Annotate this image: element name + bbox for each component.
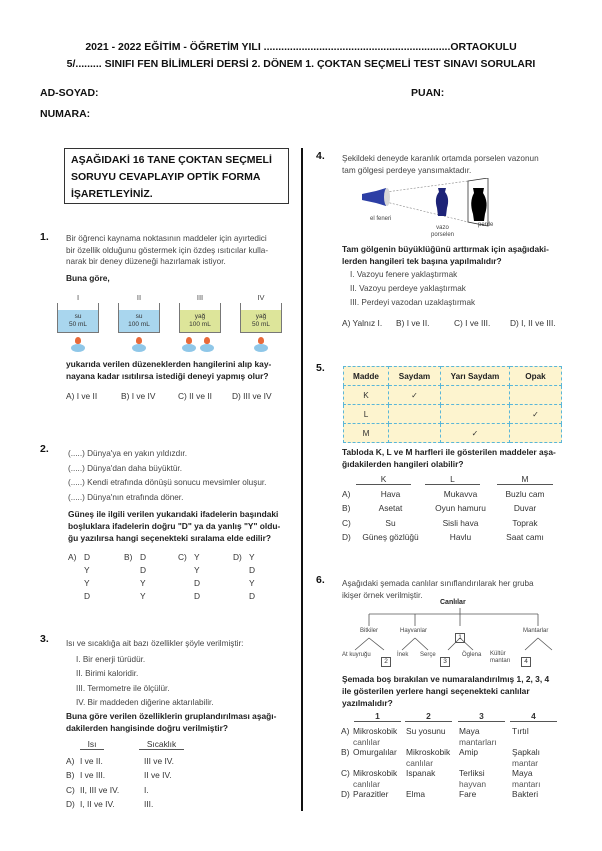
option-a[interactable] [68, 551, 90, 603]
table-header: Yarı Saydam [441, 367, 510, 386]
property-item: II. Birimi kaloridir. [76, 669, 139, 679]
table-cell [441, 405, 510, 424]
stem-line: Bir öğrenci kaynama noktasının maddeler için ayırtedici [66, 234, 267, 243]
option-k: Güneş gözlüğü [362, 531, 419, 542]
burner-icon [182, 344, 196, 352]
flame-icon [258, 337, 264, 344]
beaker-icon [57, 303, 99, 333]
option-cell: mantarı [512, 778, 541, 789]
beaker-label: II [136, 293, 142, 302]
question-text [342, 243, 572, 267]
table-cell [389, 405, 441, 424]
number-box: 3 [440, 657, 450, 667]
table-header: Saydam [389, 367, 441, 386]
option-value: Y [194, 565, 200, 575]
table-row [344, 405, 562, 424]
table-row [344, 424, 562, 443]
option-letter: C) [342, 517, 351, 528]
question-stem [342, 578, 567, 601]
question-number: 3. [40, 633, 49, 645]
instructions-line: İŞARETLEYİNİZ. [71, 188, 153, 200]
check-icon: ✓ [510, 405, 562, 424]
option-letter: C) [66, 784, 75, 795]
action-list [350, 268, 475, 310]
burner-icon [254, 344, 268, 352]
option-temp: I. [144, 784, 149, 795]
option-cell: Fare [459, 789, 477, 799]
option-cell: mantarları [459, 736, 497, 747]
question-lead: Buna göre, [66, 273, 110, 283]
diagram-root: Canlılar [440, 599, 466, 606]
option-c[interactable]: C) I ve III. [454, 318, 491, 328]
question-line: dakilerden hangisinde doğru verilmiştir? [66, 723, 228, 733]
beaker-label: I [76, 293, 80, 302]
flame-icon [186, 337, 192, 344]
option-a[interactable] [341, 726, 562, 747]
question-line: ğıdakilerden hangileri olabilir? [342, 459, 464, 469]
stem-line: tam gölgesi perdeye yansımaktadır. [342, 165, 472, 175]
option-list [341, 726, 562, 800]
check-icon: ✓ [441, 424, 510, 443]
column-header-l: L [425, 474, 480, 485]
option-d[interactable]: D) III ve IV [232, 391, 272, 401]
column-header-temperature: Sıcaklık [139, 739, 184, 750]
score-label: PUAN: [411, 87, 445, 99]
column-header-3: 3 [458, 711, 505, 722]
option-m: Toprak [512, 517, 538, 528]
beaker-volume: 100 mL [128, 321, 150, 328]
statement-item: (.....) Dünya'nın etrafında döner. [68, 492, 184, 502]
column-divider [301, 148, 303, 811]
option-a[interactable]: A) I ve II [66, 391, 98, 401]
option-d[interactable]: D) I, II ve III. [510, 318, 556, 328]
option-k: Asetat [378, 503, 403, 514]
option-heat: I ve III. [80, 770, 106, 781]
action-item: II. Vazoyu perdeye yaklaştırmak [350, 284, 466, 293]
table-cell [441, 386, 510, 405]
option-cell: Mikroskobik [353, 726, 398, 736]
stem-line: ikişer örnek verilmiştir. [342, 590, 423, 600]
option-value: D [249, 591, 256, 601]
leaf-euglena: Öglena [462, 652, 482, 658]
torch-label: el feneri [370, 216, 392, 222]
number-box: 1 [455, 633, 465, 643]
option-heat: I ve II. [80, 756, 103, 766]
table-cell: L [344, 405, 389, 424]
question-text [342, 673, 572, 709]
option-letter: D) [342, 531, 351, 542]
column-header-4: 4 [510, 711, 557, 722]
question-line: Buna göre verilen özelliklerin gruplandırılması aşağı- [66, 711, 277, 721]
leaf-horsetail: At kuyruğu [342, 652, 371, 658]
option-letter: B) [341, 747, 350, 757]
table-cell: K [344, 386, 389, 405]
vase-label-line: vazo [436, 225, 449, 231]
option-d[interactable] [342, 530, 554, 544]
beaker-substance: yağ [194, 313, 206, 320]
exam-title-line2: 5/......... SINIFI FEN BİLİMLERİ DERSİ 2. DÖNEM 1. ÇOKTAN SEÇMELİ TEST SINAVI SORULARI [66, 58, 536, 70]
leaf-sparrow: Serçe [420, 652, 436, 658]
leaf-blank-2 [381, 650, 391, 668]
question-line: yazılmalıdır? [342, 698, 393, 708]
option-cell: Omurgalılar [353, 747, 397, 757]
option-cell: Elma [406, 789, 426, 799]
option-l: Oyun hamuru [435, 503, 486, 514]
option-m: Duvar [513, 503, 537, 514]
option-d[interactable] [66, 797, 174, 811]
table-cell [389, 424, 441, 443]
option-cell: Maya [512, 768, 533, 778]
column-header-heat: Isı [80, 739, 104, 750]
option-c[interactable] [66, 783, 174, 797]
question-line: Tabloda K, L ve M harfleri ile gösterilen maddeler aşa- [342, 447, 556, 457]
property-item: IV. Bir maddeden diğerine aktarılabilir. [76, 697, 214, 707]
stem-line: Aşağıdaki şemada canlılar sınıflandırılarak her gruba [342, 579, 534, 588]
instructions-line: AŞAĞIDAKİ 16 TANE ÇOKTAN SEÇMELİ [71, 154, 272, 166]
question-text [68, 508, 300, 544]
leaf-cultivated-mushroom: Kültür mantarı [490, 651, 511, 664]
option-cell: canlılar [353, 778, 380, 789]
option-letter: B) [66, 770, 75, 781]
option-value: D [84, 552, 91, 562]
option-cell: canlılar [406, 757, 433, 768]
group-animals: Hayvanlar [400, 628, 428, 634]
option-c[interactable] [178, 551, 200, 603]
option-letter: B) [124, 552, 133, 562]
question-number: 2. [40, 443, 49, 455]
question-text [66, 710, 298, 734]
number-label: NUMARA: [40, 108, 91, 120]
statement-list [68, 447, 266, 505]
option-letter: D) [66, 798, 75, 809]
stem-line: narak bir deney düzeneği hazırlamak istiyor. [66, 257, 226, 266]
option-cell: Mikroskobik [353, 768, 398, 778]
instructions-line: SORUYU CEVAPLAYIP OPTİK FORMA [71, 171, 261, 183]
question-line: boşluklara ifadelerin doğru "D" ya da yanlış "Y" oldu- [68, 521, 281, 531]
question-line: Tam gölgenin büyüklüğünü arttırmak için aşağıdaki- [342, 244, 549, 254]
option-b[interactable] [341, 747, 562, 768]
option-cell: Ispanak [406, 768, 436, 778]
statement-item: (.....) Dünya'ya en yakın yıldızdır. [68, 449, 187, 458]
option-value: Y [194, 552, 200, 562]
transparency-table [343, 366, 562, 443]
option-cell: canlılar [353, 736, 380, 747]
action-item: III. Perdeyi vazodan uzaklaştırmak [350, 298, 476, 307]
option-value: Y [249, 552, 255, 562]
column-header-k: K [356, 474, 411, 485]
question-text [66, 358, 298, 382]
option-value: Y [140, 591, 146, 601]
name-label: AD-SOYAD: [40, 87, 99, 99]
question-stem: Isı ve sıcaklığa ait bazı özellikler şöyle verilmiştir: [66, 639, 244, 648]
option-cell: Amip [459, 747, 479, 757]
option-value: Y [140, 578, 146, 588]
table-header: Opak [510, 367, 562, 386]
option-cell: Terliksi [459, 768, 485, 778]
option-letter: B) [342, 503, 351, 514]
statement-item: (.....) Dünya'dan daha büyüktür. [68, 463, 182, 473]
question-number: 6. [316, 574, 325, 586]
option-list [66, 754, 174, 811]
table-header: Madde [344, 367, 389, 386]
option-list [342, 487, 554, 544]
option-cell: hayvan [459, 778, 487, 789]
option-letter: D) [341, 789, 350, 799]
flame-icon [136, 337, 142, 344]
column-header-2: 2 [405, 711, 452, 722]
stem-line: bir özellik olduğunu göstermek için özdeş ısıtıcılar kulla- [66, 245, 269, 255]
option-value: D [194, 578, 201, 588]
option-cell: Su yosunu [406, 726, 446, 736]
option-c[interactable] [341, 768, 562, 789]
option-cell: Bakteri [512, 789, 539, 799]
instructions-box [64, 148, 289, 204]
option-b[interactable] [124, 551, 146, 603]
option-k: Su [385, 517, 396, 528]
question-text [342, 446, 572, 470]
check-icon: ✓ [389, 386, 441, 405]
burner-icon [200, 344, 214, 352]
flame-icon [75, 337, 81, 344]
option-letter: D) [233, 552, 242, 562]
option-temp: III. [144, 798, 154, 809]
question-stem [66, 233, 296, 268]
option-cell: Parazitler [353, 789, 389, 799]
beaker-label: III [196, 293, 204, 302]
group-blank-1 [455, 626, 465, 644]
option-a[interactable]: A) Yalnız I. [342, 318, 383, 328]
option-letter: A) [68, 552, 77, 562]
option-b[interactable] [66, 768, 174, 782]
beaker-volume: 50 mL [68, 321, 88, 328]
option-d[interactable] [341, 789, 562, 800]
property-list [76, 653, 214, 710]
flame-icon [204, 337, 210, 344]
option-l: Havlu [449, 531, 472, 542]
question-line: Şemada boş bırakılan ve numaralandırılmış 1, 2, 3, 4 [342, 674, 550, 684]
column-header-m: M [497, 474, 553, 485]
option-d[interactable] [233, 551, 255, 603]
question-number: 5. [316, 362, 325, 374]
beaker-substance: su [74, 313, 82, 320]
beaker-volume: 100 mL [189, 321, 211, 328]
beaker-label: IV [257, 293, 265, 302]
stem-line: Şekildeki deneyde karanlık ortamda porselen vazonun [342, 154, 539, 163]
leaf-blank-3 [440, 650, 450, 668]
table-cell: M [344, 424, 389, 443]
beaker-icon [118, 303, 160, 333]
statement-item: (.....) Kendi etrafında dönüşü sonucu mevsimler oluşur. [68, 478, 267, 487]
question-line: yukarıda verilen düzeneklerden hangilerini alıp kay- [66, 359, 272, 369]
option-cell: mantar [512, 757, 539, 768]
option-b[interactable]: B) I ve II. [396, 318, 430, 328]
option-m: Buzlu cam [505, 489, 545, 499]
leaf-blank-4 [521, 650, 531, 668]
question-line: nayana kadar ısıtılırsa istediği deneyi yapmış olur? [66, 371, 269, 381]
option-a[interactable] [342, 487, 554, 501]
number-box: 4 [521, 657, 531, 667]
option-c[interactable] [342, 516, 554, 530]
option-value: D [84, 591, 91, 601]
burner-icon [132, 344, 146, 352]
option-value: D [249, 565, 256, 575]
question-number: 1. [40, 231, 49, 243]
option-m: Saat camı [506, 531, 544, 542]
question-line: Güneş ile ilgili verilen yukarıdaki ifadelerin başındaki [68, 509, 279, 519]
question-line: ğu yazılırsa hangi seçenekteki sıralama elde edilir? [68, 533, 271, 543]
option-a[interactable] [66, 754, 174, 768]
column-header-1: 1 [354, 711, 401, 722]
option-temp: II ve IV. [144, 770, 172, 781]
option-letter: C) [178, 552, 187, 562]
option-value: Y [84, 578, 90, 588]
beaker-volume: 50 mL [251, 321, 271, 328]
option-b[interactable]: B) I ve IV [121, 391, 156, 401]
action-item: I. Vazoyu fenere yaklaştırmak [350, 270, 458, 279]
exam-title-line1: 2021 - 2022 EĞİTİM - ÖĞRETİM YILI ................................................................ORTAOKULU [85, 41, 517, 53]
question-line: ile gösterilen yerlere hangi seçenekteki canlılar [342, 686, 530, 696]
option-cell: Şapkalı [512, 747, 540, 757]
beaker-substance: yağ [255, 313, 267, 320]
option-value: D [140, 565, 147, 575]
table-header-row [344, 367, 562, 386]
table-row [344, 386, 562, 405]
option-cell: Tırtıl [512, 726, 529, 736]
beaker-icon [179, 303, 221, 333]
option-heat: II, III ve IV. [80, 784, 120, 795]
option-temp: III ve IV. [144, 756, 174, 766]
vase-label-line: porselen [431, 232, 455, 238]
property-item: III. Termometre ile ölçülür. [76, 683, 170, 693]
beaker-substance: su [135, 313, 143, 320]
option-heat: I, II ve IV. [80, 798, 115, 809]
group-plants: Bitkiler [360, 628, 379, 634]
property-item: I. Bir enerji türüdür. [76, 655, 146, 664]
group-fungi: Mantarlar [523, 628, 549, 634]
table-cell [510, 424, 562, 443]
option-value: D [140, 552, 147, 562]
table-cell [510, 386, 562, 405]
beaker-icon [240, 303, 282, 333]
leaf-cow: İnek [397, 652, 409, 658]
screen-label: perde [478, 222, 494, 228]
question-stem [342, 153, 567, 176]
option-value: D [194, 591, 201, 601]
option-cell: Mikroskobik [406, 747, 451, 757]
option-b[interactable] [342, 501, 554, 515]
option-letter: A) [341, 726, 350, 736]
option-letter: A) [342, 489, 351, 499]
option-c[interactable]: C) II ve II [178, 391, 212, 401]
option-value: Y [249, 578, 255, 588]
burner-icon [71, 344, 85, 352]
option-letter: A) [66, 756, 75, 766]
number-box: 2 [381, 657, 391, 667]
option-k: Hava [380, 489, 401, 499]
option-l: Mukavva [443, 489, 478, 499]
option-value: Y [84, 565, 90, 575]
vase-label [431, 225, 454, 239]
option-cell: Maya [459, 726, 480, 736]
question-line: lerden hangileri tek başına yapılmalıdır? [342, 256, 502, 266]
question-number: 4. [316, 150, 325, 162]
option-letter: C) [341, 768, 350, 778]
option-l: Sisli hava [442, 517, 479, 528]
